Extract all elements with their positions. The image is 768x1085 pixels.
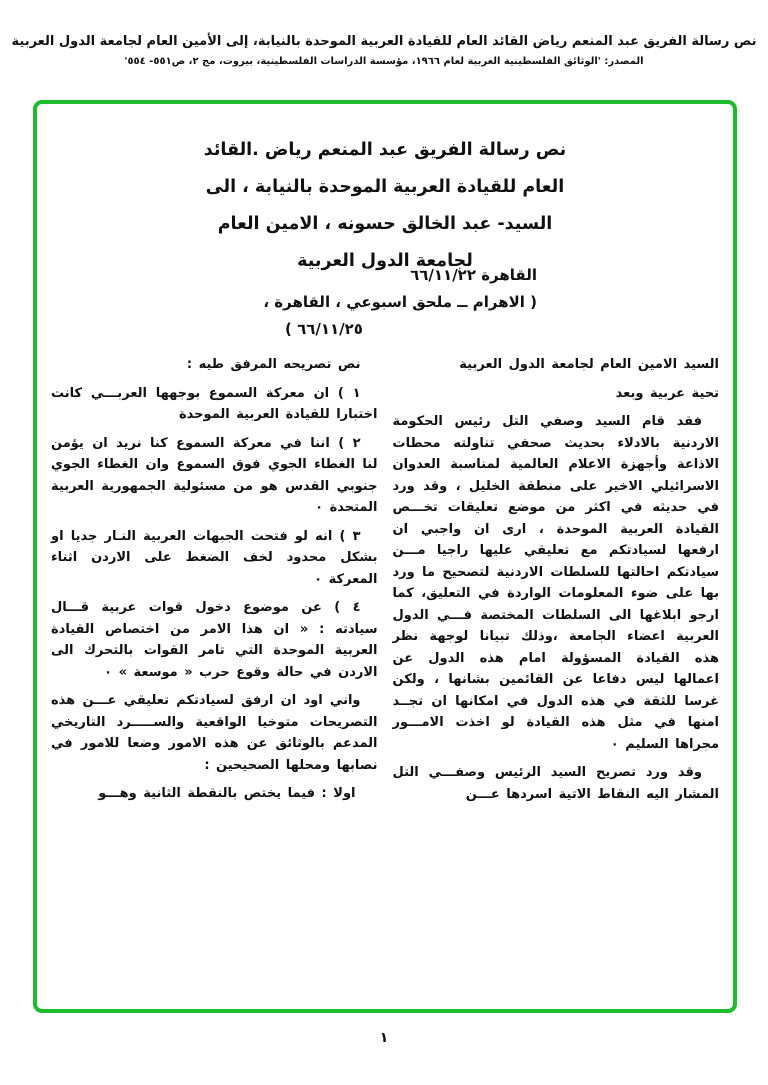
letter-title-line: لجامعة الدول العربية [297, 251, 473, 271]
list-item: ٣ ) انه لو فتحت الجبهات العربية النـار جديا او بشكل محدود لخف الضغط على الاردن اثناء المعركة ٠ [51, 528, 378, 587]
dateline-city-date: القاهرة ٦٦/١١/٢٢ [410, 266, 537, 284]
dateline-source: ( الاهرام ــ ملحق اسبوعي ، القاهرة ، [263, 293, 537, 311]
body-paragraph: وقد ورد تصريح السيد الرئيس وصفـــي التل المشار اليه النقاط الاتية اسردها عـــن [392, 765, 719, 802]
list-item: ١ ) ان معركة السموع بوجهها العربـــي كانت اختبارا للقيادة العربية الموحدة [51, 385, 378, 422]
body-paragraph: واني اود ان ارفق لسيادتكم تعليقي عـــن هذه التصريحات متوخيا الواقعية والســـــرد التاريخي المدعم بالوثائق عن هذه الامور وضعا للامور في نصابها ومحلها الصحيحين : [51, 693, 378, 773]
body-paragraph: نص تصريحه المرفق طيه : [186, 357, 361, 372]
dateline [237, 262, 537, 343]
letter-body [51, 354, 719, 812]
dateline-source-date: ٦٦/١١/٢٥ ) [285, 320, 363, 338]
salutation: السيد الامين العام لجامعة الدول العربية [459, 357, 719, 372]
document-frame [33, 100, 737, 1013]
list-item: ٢ ) اننا في معركة السموع كنا نريد ان يؤمن لنا الغطاء الجوي فوق السموع وان الغطاء الجوي جنوبي القدس هو من مسئولية الجمهورية العربية المتحدة ٠ [51, 435, 378, 515]
letter-title-line: السيد- عبد الخالق حسونه ، الامين العام [217, 214, 553, 234]
list-item: ٤ ) عن موضوع دخول قوات عربية قـــال سيادته : « ان هذا الامر من اختصاص القيادة العربية الموحدة التي تامر القوات بالتحرك الى الاردن في حالة وقوع حرب « موسعة » ٠ [51, 600, 378, 680]
document-header [0, 34, 768, 67]
letter-title-line: نص رسالة الفريق عبد المنعم رياض .القائد [203, 140, 567, 160]
header-source-text: المصدر: 'الوثائق الفلسطينية العربية لعام ١٩٦٦، مؤسسة الدراسات الفلسطينية، بيروت، مج ٢، ص٥٥١- ٥٥٤' [124, 56, 644, 67]
body-paragraph: اولا : فيما يختص بالنقطة الثانية وهـــو [98, 786, 356, 801]
header-title-text: نص رسالة الفريق عبد المنعم رياض القائد العام للقيادة العربية الموحدة بالنيابة، إلى الأمين العام لجامعة الدول العربية [11, 34, 757, 49]
page-number: ١ [379, 1030, 389, 1046]
letter-title [175, 132, 595, 280]
greeting: تحية عربية وبعد [615, 385, 719, 401]
body-paragraph: فقد قام السيد وصفي التل رئيس الحكومة الاردنية بالادلاء بحديث صحفي تناولته محطات الاذاعة وأجهزة الاعلام العالمية لمناسبة العدوان الاسرائيلي الاخير على منطقة الخليل ، وقد ورد في حديثه في اكثر من موضع تعليقات تخـــص القيادة العربية الموحدة ، ارى ان واجبي ان ارفعها لسيادتكم مع تعليقي عليها راجيا مـــن سيادتكم احالتها للسلطات الاردنية لتصحيح ما ورد بها على ضوء المعلومات الواردة في التعليق، كما ارجو ابلاغها الى السلطات المختصة فـــي الدول العربية اعضاء الجامعة ،وذلك تبيانا لوجهة نظر هذه القيادة المسؤولة امام هذه الدول عن اعمالها ليس دفاعا عن القائمين بشانها ، ولكن غرسا للثقة في هذه الدول في امكانها ان تجــد امنها في مثل هذه القيادة لو اخذت الامـــور مجراها السليم ٠ [392, 414, 719, 752]
column-right [393, 354, 720, 812]
column-left [51, 354, 378, 812]
letter-title-line: العام للقيادة العربية الموحدة بالنيابة ، الى [205, 177, 565, 197]
